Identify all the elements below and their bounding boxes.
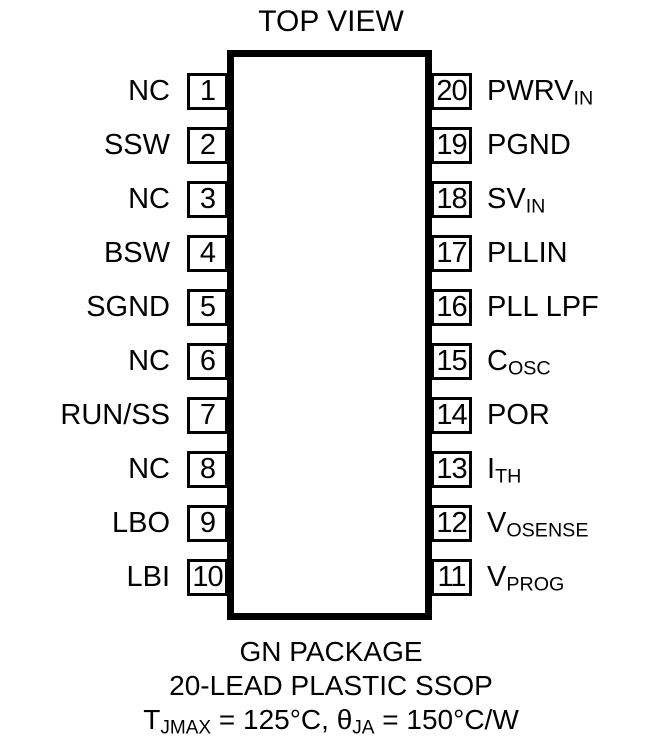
tjmax-subscript: JMAX xyxy=(160,717,212,739)
package-name: GN PACKAGE xyxy=(239,636,423,667)
pin-label-text: PGND xyxy=(487,129,571,161)
pin-row-18 xyxy=(0,181,652,218)
pin-label xyxy=(487,343,551,388)
pin-number-box: 12 xyxy=(431,505,472,542)
theta-subscript: JA xyxy=(352,717,375,739)
pin-label-subscript: OSC xyxy=(507,357,551,380)
pin-label-subscript: IN xyxy=(525,195,546,218)
pin-number-box: 3 xyxy=(187,181,228,218)
pin-row-13 xyxy=(0,451,652,488)
pin-label xyxy=(487,397,550,442)
pin-number-box: 7 xyxy=(187,397,228,434)
pin-number-box: 10 xyxy=(187,559,228,596)
pin-number-box: 6 xyxy=(187,343,228,380)
pin-label xyxy=(487,181,545,226)
pin-label xyxy=(487,127,571,172)
pin-number-box: 15 xyxy=(431,343,472,380)
theta-symbol: θ xyxy=(336,704,353,735)
pin-label-text: V xyxy=(487,507,507,539)
pin-number-box: 4 xyxy=(187,235,228,272)
top-view-label: TOP VIEW xyxy=(258,5,404,38)
pin-label-text: C xyxy=(487,345,508,377)
pin-label-subscript: PROG xyxy=(506,573,565,596)
pin-label: NC xyxy=(128,183,170,215)
pin-number-box: 20 xyxy=(431,73,472,110)
pin-label-text: SV xyxy=(487,183,526,215)
tjmax-symbol: T xyxy=(143,704,161,735)
pin-label-text: I xyxy=(487,453,496,485)
pin-label-text: PLL LPF xyxy=(487,291,599,323)
pin-label-subscript: TH xyxy=(495,465,522,488)
tjmax-value: = 125°C, xyxy=(211,704,337,735)
pin-row-11 xyxy=(0,559,652,596)
pin-label: NC xyxy=(128,345,170,377)
theta-value: = 150°C/W xyxy=(374,704,519,735)
pin-label: RUN/SS xyxy=(60,399,170,431)
pin-number-box: 19 xyxy=(431,127,472,164)
pin-row-17 xyxy=(0,235,652,272)
pin-label-subscript: IN xyxy=(573,87,594,110)
pin-row-16 xyxy=(0,289,652,326)
pin-number-box: 18 xyxy=(431,181,472,218)
pin-label: NC xyxy=(128,453,170,485)
pin-label xyxy=(487,73,593,118)
pin-row-19 xyxy=(0,127,652,164)
pin-row-12 xyxy=(0,505,652,542)
pin-number-box: 5 xyxy=(187,289,228,326)
pin-label: LBI xyxy=(126,561,170,593)
pin-label xyxy=(487,289,599,334)
pin-label: NC xyxy=(128,75,170,107)
pin-label-text: PLLIN xyxy=(487,237,568,269)
pin-label-text: PWRV xyxy=(487,75,574,107)
pin-number-box: 13 xyxy=(431,451,472,488)
pin-label: SGND xyxy=(86,291,170,323)
pin-number-box: 14 xyxy=(431,397,472,434)
pin-number-box: 11 xyxy=(431,559,472,596)
pin-number-box: 1 xyxy=(187,73,228,110)
pin-label-subscript: OSENSE xyxy=(506,519,589,542)
pin-label: BSW xyxy=(103,237,170,269)
pin-row-20 xyxy=(0,73,652,110)
pin-row-15 xyxy=(0,343,652,380)
pin-label: LBO xyxy=(111,507,170,539)
pin-number-box: 9 xyxy=(187,505,228,542)
pin-label xyxy=(487,505,588,550)
pin-number-box: 8 xyxy=(187,451,228,488)
pin-label xyxy=(487,451,521,496)
pin-number-box: 2 xyxy=(187,127,228,164)
pin-row-14 xyxy=(0,397,652,434)
pin-label xyxy=(487,559,564,604)
pin-label-text: V xyxy=(487,561,507,593)
package-type: 20-LEAD PLASTIC SSOP xyxy=(169,670,493,701)
pin-label: SSW xyxy=(103,129,170,161)
thermal-spec xyxy=(10,703,652,746)
pin-number-box: 17 xyxy=(431,235,472,272)
pin-number-box: 16 xyxy=(431,289,472,326)
pin-label xyxy=(487,235,568,280)
pin-label-text: POR xyxy=(487,399,550,431)
